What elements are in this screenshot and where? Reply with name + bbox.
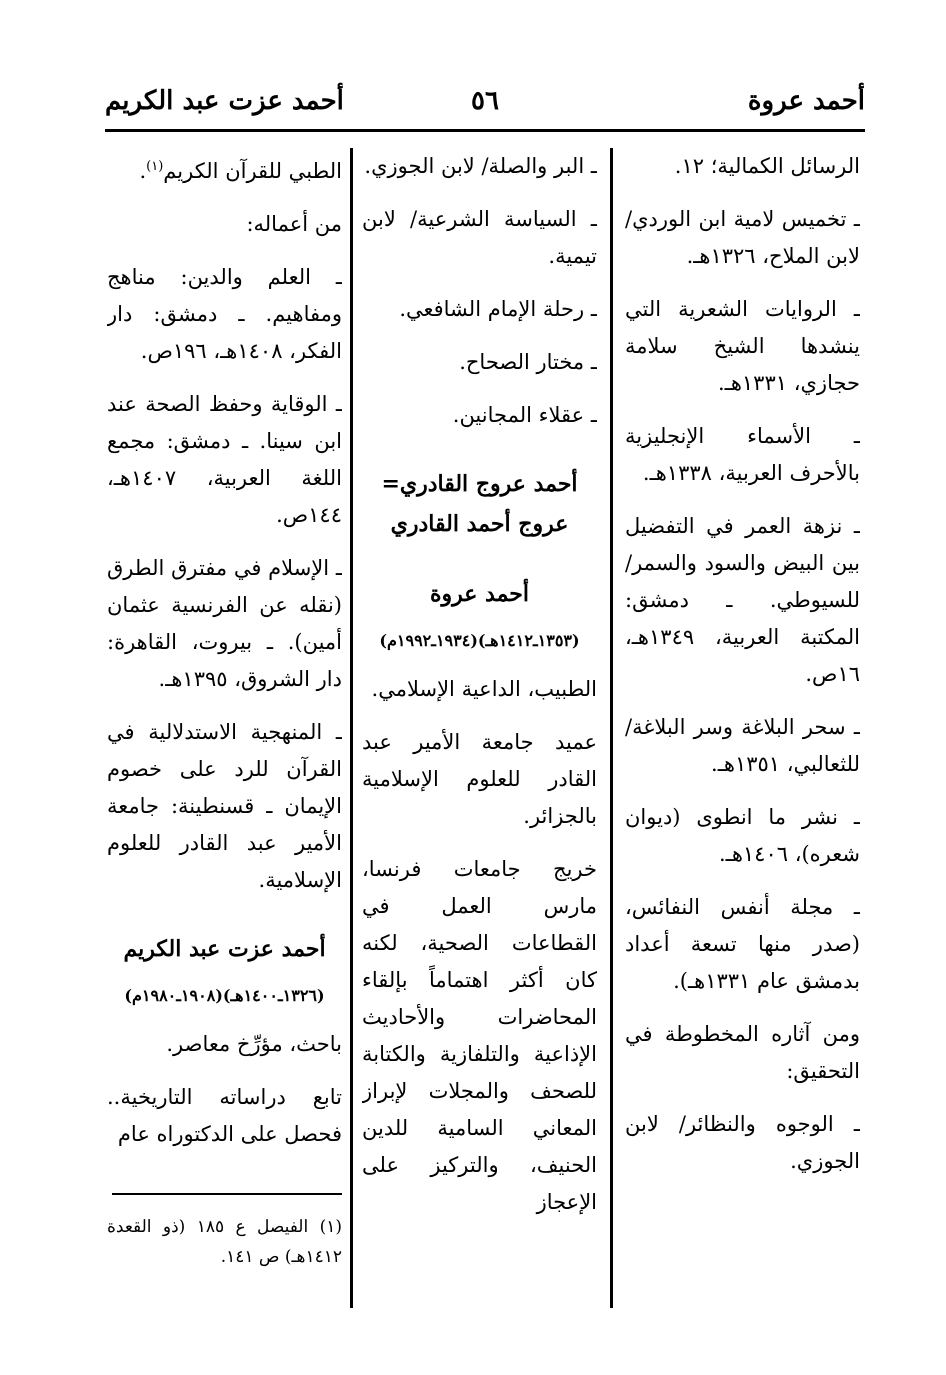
list-item: ـ المنهجية الاستدلالية في القرآن للرد على خصوم الإيمان ـ قسنطينة: جامعة الأمير عبد القادر للعلوم الإسلامية. xyxy=(107,720,342,892)
entry-dates: (١٣٢٦ـ١٤٠٠هـ)(١٩٠٨ـ١٩٨٠م) xyxy=(124,986,325,1005)
page-number: ٥٦ xyxy=(471,86,499,116)
list-item: ـ سحر البلاغة وسر البلاغة/ للثعالبي، ١٣٥١هـ. xyxy=(625,715,860,776)
header-left-name: أحمد عزت عبد الكريم xyxy=(105,86,344,116)
list-item: ـ تخميس لامية ابن الوردي/ لابن الملاح، ١٣٢٦هـ. xyxy=(625,207,860,268)
continued-text: الطبي للقرآن الكريم xyxy=(163,159,342,183)
list-item: ـ نزهة العمر في التفضيل بين البيض والسود والسمر/ للسيوطي. ـ دمشق: المكتبة العربية، ١٣٤٩هـ، ١٦ص. xyxy=(625,514,860,686)
column-left xyxy=(107,148,342,1313)
list-item: ـ مختار الصحاح. xyxy=(459,350,597,374)
footnote-marker: (١) xyxy=(146,159,164,174)
list-item: ـ رحلة الإمام الشافعي. xyxy=(399,297,597,321)
header-rule xyxy=(105,129,865,132)
body-paragraph: خريج جامعات فرنسا، مارس العمل في القطاعات الصحية، لكنه كان أكثر اهتماماً بإلقاء المحاضرات والأحاديث الإذاعية والتلفازية والكتابة للصحف والمجلات لإبراز المعاني السامية للدين الحنيف، والتركيز على الإعجاز xyxy=(362,857,597,1214)
continued-end: . xyxy=(139,159,147,183)
list-item: ـ الوجوه والنظائر/ لابن الجوزي. xyxy=(625,1112,860,1173)
header-right-name: أحمد عروة xyxy=(747,86,865,116)
body-paragraph: عميد جامعة الأمير عبد القادر للعلوم الإسلامية بالجزائر. xyxy=(362,730,597,828)
list-item: ـ الأسماء الإنجليزية بالأحرف العربية، ١٣٣٨هـ. xyxy=(625,424,860,485)
list-item: ـ الوقاية وحفظ الصحة عند ابن سينا. ـ دمشق: مجمع اللغة العربية، ١٤٠٧هـ، ١٤٤ص. xyxy=(107,392,342,527)
list-item: ـ الإسلام في مفترق الطرق (نقله عن الفرنسية عثمان أمين). ـ بيروت، القاهرة: دار الشروق، ١٣٩٥هـ. xyxy=(107,556,342,691)
entry-dates: (١٣٥٣ـ١٤١٢هـ)(١٩٣٤ـ١٩٩٢م) xyxy=(379,631,580,650)
footnote-rule xyxy=(112,1193,342,1195)
entry-heading: أحمد عروة xyxy=(429,581,530,607)
list-item: ـ العلم والدين: مناهج ومفاهيم. ـ دمشق: دار الفكر، ١٤٠٨هـ، ١٩٦ص. xyxy=(107,265,342,363)
works-heading: من أعماله: xyxy=(246,212,342,236)
continued-paragraph xyxy=(107,148,342,190)
column-right xyxy=(625,148,860,1313)
list-item: ومن آثاره المخطوطة في التحقيق: xyxy=(625,1022,860,1083)
list-item: ـ مجلة أنفس النفائس، (صدر منها تسعة أعداد بدمشق عام ١٣٣١هـ). xyxy=(625,895,860,993)
column-divider-right xyxy=(610,148,613,1308)
list-item: ـ البر والصلة/ لابن الجوزي. xyxy=(364,154,597,178)
body-paragraph: باحث، مؤرِّخ معاصر. xyxy=(166,1032,342,1056)
list-item: ـ عقلاء المجانين. xyxy=(452,403,597,427)
column-divider-left xyxy=(350,148,353,1308)
list-item: الرسائل الكمالية؛ ١٢. xyxy=(674,154,860,178)
body-paragraph: الطبيب، الداعية الإسلامي. xyxy=(371,677,597,701)
entry-heading: أحمد عزت عبد الكريم xyxy=(123,936,326,962)
column-middle xyxy=(362,148,597,1313)
list-item: ـ الروايات الشعرية التي ينشدها الشيخ سلامة حجازي، ١٣٣١هـ. xyxy=(625,297,860,395)
list-item: ـ السياسة الشرعية/ لابن تيمية. xyxy=(362,207,597,268)
running-header xyxy=(105,80,865,132)
body-paragraph: تابع دراساته التاريخية.. فحصل على الدكتوراه عام xyxy=(107,1085,342,1146)
cross-reference-heading: أحمد عروج القادري= عروج أحمد القادري xyxy=(381,471,578,537)
list-item: ـ نشر ما انطوى (ديوان شعره)، ١٤٠٦هـ. xyxy=(625,805,860,866)
footnote: (١) الفيصل ع ١٨٥ (ذو القعدة ١٤١٢هـ) ص ١٤١. xyxy=(107,1217,342,1267)
